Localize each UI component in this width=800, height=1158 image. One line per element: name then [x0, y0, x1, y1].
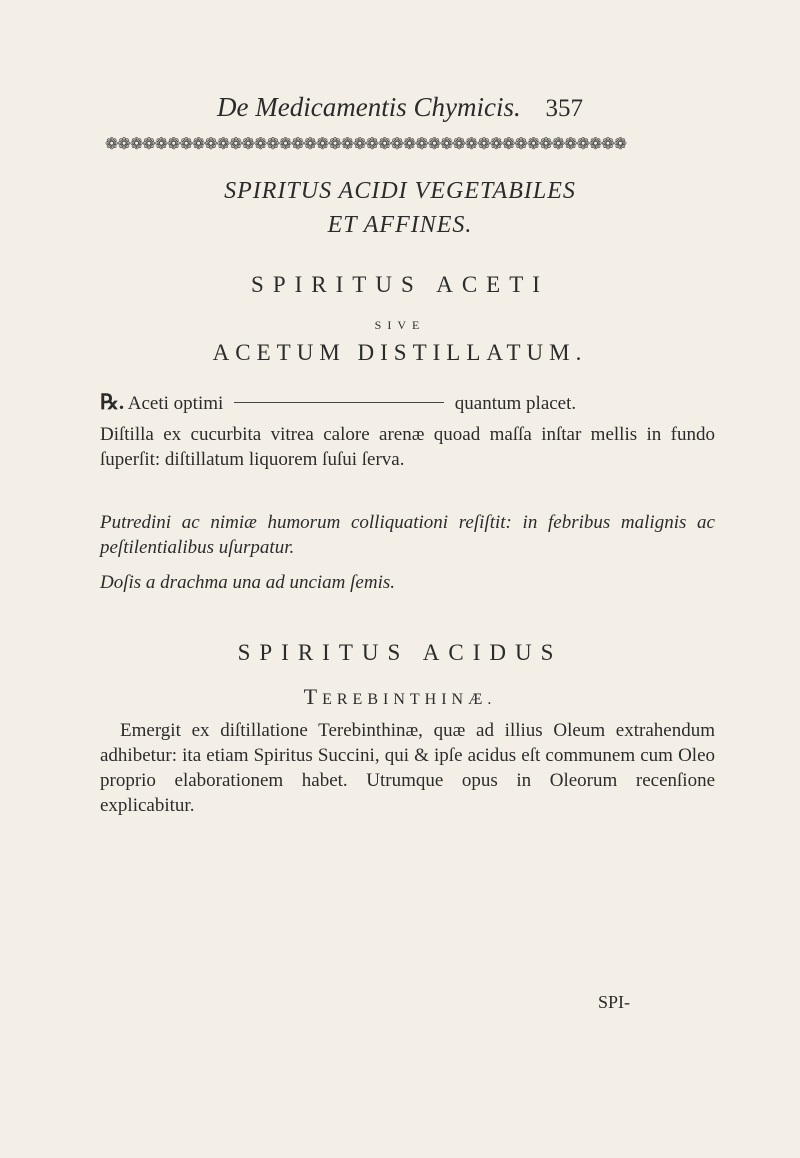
heading-terebinthinae: [0, 684, 800, 710]
heading-terebinthinae-cap: T: [303, 684, 323, 709]
section-title-line2: ET AFFINES.: [327, 212, 473, 238]
running-title: De Medicamentis Chymicis.: [217, 92, 521, 122]
heading-spiritus-aceti: SPIRITUS ACETI: [251, 272, 549, 297]
section-title-line1: SPIRITUS ACIDI VEGETABILES: [224, 178, 576, 204]
recipe-line: [100, 390, 715, 415]
catchword: SPI-: [598, 992, 631, 1012]
heading-sive: SIVE: [374, 318, 426, 332]
aceti-usage: Putredini ac nimiæ humorum colliquationi reſiſtit: in febribus malignis ac peſtilentialibus uſurpatur.: [100, 512, 715, 558]
recipe-symbol: ℞.: [100, 390, 125, 414]
acidus-paragraph: Emergit ex diſtillatione Terebinthinæ, quæ ad illius Oleum extrahendum adhibetur: ita etiam Spiritus Succini, qui & ipſe acidus eſt communem cum Oleo proprio elaborationem habet. Utrumque opus in Oleorum recenſione explicabitur.: [100, 720, 715, 816]
running-header: [0, 92, 800, 123]
recipe-dash-rule: [234, 402, 444, 403]
heading-spiritus-acidus: SPIRITUS ACIDUS: [237, 640, 563, 665]
heading-terebinthinae-rest: EREBINTHINÆ.: [322, 691, 497, 708]
aceti-paragraph: Diſtilla ex cucurbita vitrea calore arenæ quoad maſſa inſtar mellis in fundo ſuperſit: diſtillatum liquorem ſuſui ſerva.: [100, 424, 715, 470]
ornament-band: ❁❁❁❁❁❁❁❁❁❁❁❁❁❁❁❁❁❁❁❁❁❁❁❁❁❁❁❁❁❁❁❁❁❁❁❁❁❁❁❁❁❁: [105, 136, 627, 153]
page-number: 357: [545, 95, 583, 122]
recipe-quantity: quantum placet.: [454, 393, 577, 414]
aceti-dose: Doſis a drachma una ad unciam ſemis.: [100, 572, 396, 593]
heading-acetum-distillatum: ACETUM DISTILLATUM.: [212, 340, 588, 365]
recipe-ingredient: Aceti optimi: [127, 393, 224, 414]
